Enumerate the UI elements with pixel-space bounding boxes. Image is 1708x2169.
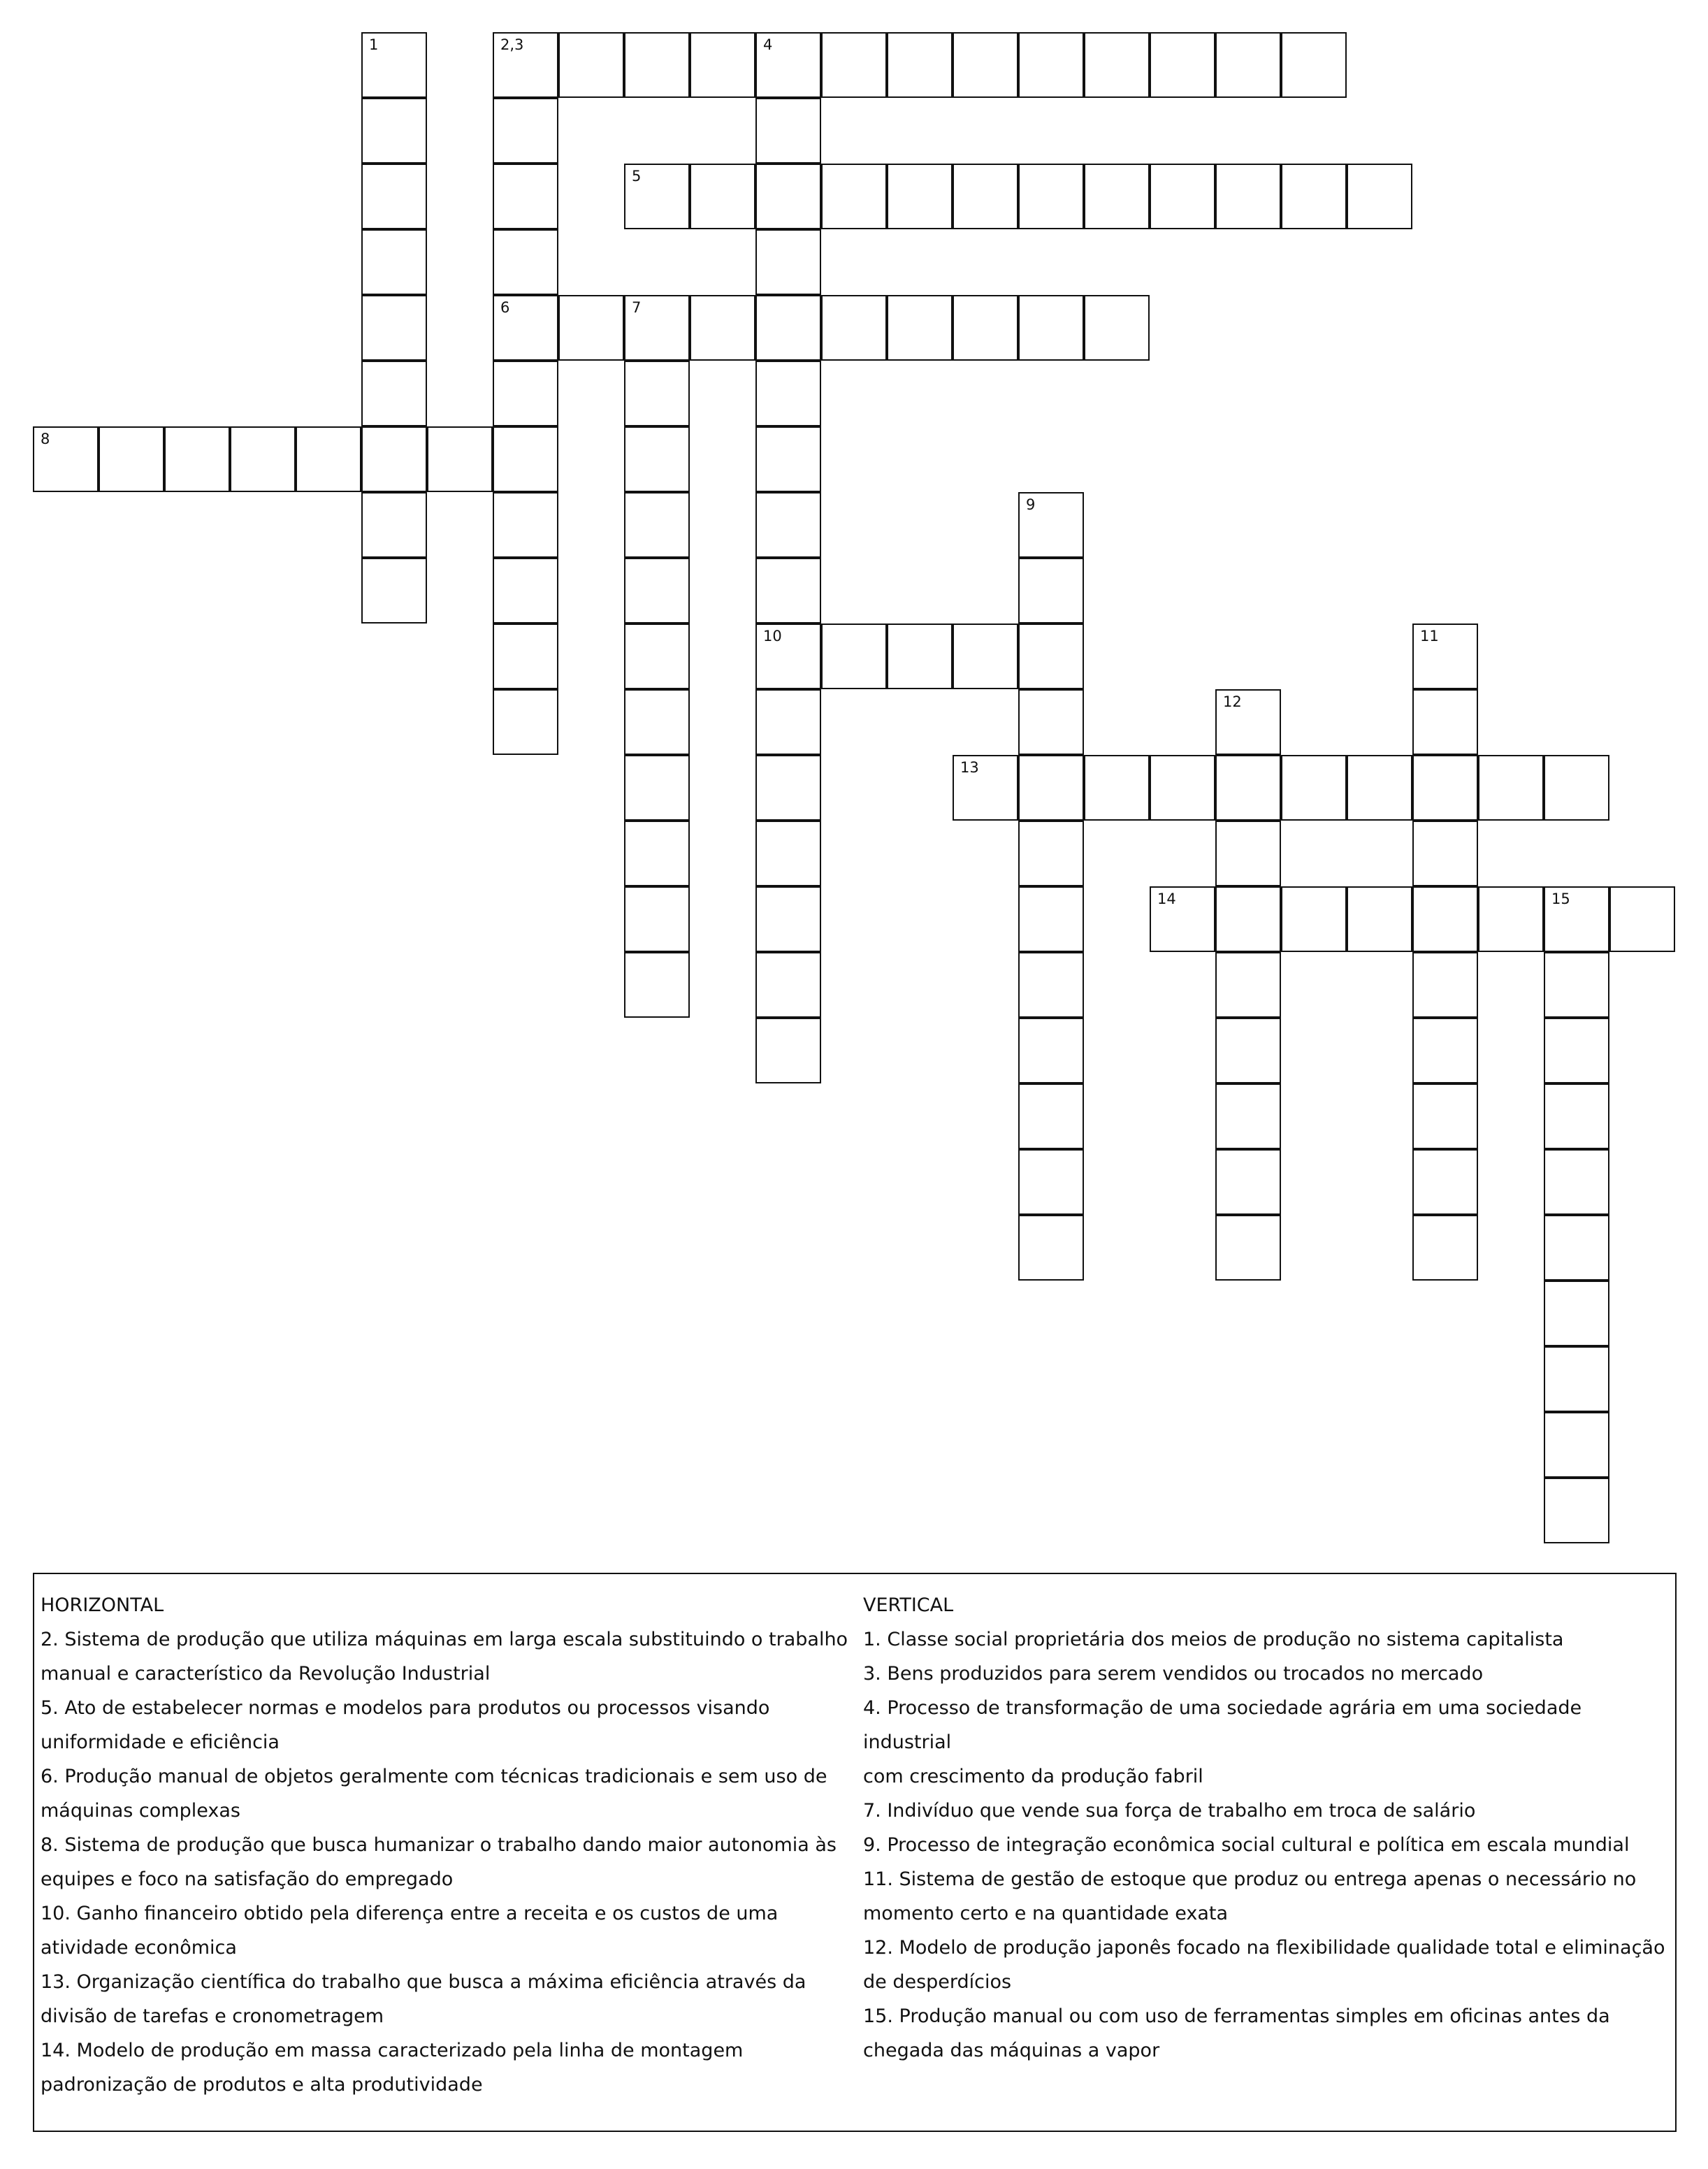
clue-line: chegada das máquinas a vapor	[863, 2040, 1160, 2061]
crossword-cell[interactable]	[1281, 164, 1347, 229]
crossword-cell[interactable]	[1544, 1412, 1609, 1478]
crossword-cell[interactable]	[624, 624, 690, 689]
clue-number: 15	[1551, 891, 1570, 907]
clue-line: de desperdícios	[863, 1971, 1012, 1993]
crossword-cell[interactable]	[1215, 952, 1281, 1018]
crossword-cell[interactable]	[1084, 295, 1150, 361]
crossword-cell[interactable]	[361, 492, 427, 558]
crossword-cell[interactable]	[1412, 1215, 1478, 1281]
clue-line: 12. Modelo de produção japonês focado na flexibilidade qualidade total e eliminação	[863, 1937, 1665, 1959]
crossword-cell[interactable]	[1018, 32, 1084, 98]
clue-number: 12	[1223, 693, 1242, 710]
clue-line: momento certo e na quantidade exata	[863, 1903, 1229, 1924]
crossword-cell[interactable]	[953, 164, 1018, 229]
crossword-cell[interactable]	[1544, 886, 1609, 952]
clue-number: 6	[500, 299, 510, 316]
crossword-cell[interactable]	[1215, 1149, 1281, 1215]
crossword-cell[interactable]	[1018, 1083, 1084, 1149]
crossword-cell[interactable]	[33, 426, 99, 492]
crossword-cell[interactable]	[690, 295, 755, 361]
crossword-cell[interactable]	[624, 361, 690, 426]
crossword-cell[interactable]	[1412, 689, 1478, 755]
crossword-cell[interactable]	[821, 32, 887, 98]
clue-number: 14	[1157, 891, 1176, 907]
crossword-cell[interactable]	[690, 164, 755, 229]
crossword-cell[interactable]	[361, 426, 427, 492]
crossword-cell[interactable]	[755, 164, 821, 229]
clue-line: 5. Ato de estabelecer normas e modelos para produtos ou processos visando	[41, 1697, 770, 1719]
crossword-cell[interactable]	[1150, 886, 1215, 952]
clue-line: 11. Sistema de gestão de estoque que produz ou entrega apenas o necessário no	[863, 1868, 1637, 1890]
crossword-cell[interactable]	[755, 98, 821, 164]
crossword-cell[interactable]	[1412, 952, 1478, 1018]
crossword-cell[interactable]	[624, 952, 690, 1018]
crossword-cell[interactable]	[1018, 952, 1084, 1018]
crossword-cell[interactable]	[624, 689, 690, 755]
crossword-cell[interactable]	[558, 32, 624, 98]
crossword-cell[interactable]	[493, 624, 558, 689]
crossword-cell[interactable]	[1544, 952, 1609, 1018]
clue-line: uniformidade e eficiência	[41, 1731, 280, 1753]
clue-number: 11	[1420, 628, 1439, 644]
crossword-cell[interactable]	[1215, 164, 1281, 229]
crossword-cell[interactable]	[624, 821, 690, 886]
crossword-cell[interactable]	[624, 886, 690, 952]
crossword-cell[interactable]	[493, 295, 558, 361]
crossword-cell[interactable]	[1215, 755, 1281, 821]
crossword-cell[interactable]	[821, 295, 887, 361]
crossword-cell[interactable]	[1544, 1149, 1609, 1215]
crossword-cell[interactable]	[1084, 755, 1150, 821]
crossword-cell[interactable]	[755, 229, 821, 295]
crossword-cell[interactable]	[1347, 755, 1412, 821]
crossword-cell[interactable]	[624, 558, 690, 624]
clue-line: atividade econômica	[41, 1937, 237, 1959]
crossword-cell[interactable]	[1478, 755, 1544, 821]
crossword-cell[interactable]	[887, 295, 953, 361]
crossword-cell[interactable]	[493, 361, 558, 426]
crossword-cell[interactable]	[624, 426, 690, 492]
crossword-cell[interactable]	[1215, 1215, 1281, 1281]
crossword-cell[interactable]	[1609, 886, 1675, 952]
clue-line: 10. Ganho financeiro obtido pela diferença entre a receita e os custos de uma	[41, 1903, 779, 1924]
crossword-cell[interactable]	[755, 1018, 821, 1083]
crossword-cell[interactable]	[361, 164, 427, 229]
horizontal-clue-list	[41, 1622, 851, 2102]
crossword-cell[interactable]	[953, 755, 1018, 821]
crossword-cell[interactable]	[755, 821, 821, 886]
crossword-cell[interactable]	[1544, 1018, 1609, 1083]
crossword-cell[interactable]	[361, 98, 427, 164]
crossword-cell[interactable]	[1347, 164, 1412, 229]
crossword-cell[interactable]	[1412, 886, 1478, 952]
clue-line: 3. Bens produzidos para serem vendidos ou trocados no mercado	[863, 1663, 1484, 1685]
crossword-cell[interactable]	[1084, 32, 1150, 98]
clue-line: máquinas complexas	[41, 1800, 240, 1822]
clue-line: 9. Processo de integração econômica social cultural e política em escala mundial	[863, 1834, 1630, 1856]
crossword-cell[interactable]	[1215, 1083, 1281, 1149]
crossword-cell[interactable]	[230, 426, 296, 492]
clue-number: 8	[41, 431, 50, 447]
crossword-cell[interactable]	[493, 229, 558, 295]
crossword-cell[interactable]	[427, 426, 493, 492]
crossword-cell[interactable]	[755, 755, 821, 821]
crossword-cell[interactable]	[361, 361, 427, 426]
crossword-cell[interactable]	[493, 164, 558, 229]
crossword-cell[interactable]	[1018, 689, 1084, 755]
crossword-cell[interactable]	[755, 558, 821, 624]
clue-line: 6. Produção manual de objetos geralmente com técnicas tradicionais e sem uso de	[41, 1766, 827, 1787]
crossword-cell[interactable]	[624, 295, 690, 361]
clue-number: 9	[1026, 496, 1036, 513]
crossword-cell[interactable]	[361, 295, 427, 361]
vertical-header: VERTICAL	[863, 1594, 954, 1616]
crossword-cell[interactable]	[1084, 164, 1150, 229]
crossword-cell[interactable]	[1281, 32, 1347, 98]
crossword-cell[interactable]	[1018, 295, 1084, 361]
crossword-cell[interactable]	[1412, 624, 1478, 689]
crossword-cell[interactable]	[755, 32, 821, 98]
crossword-cell[interactable]	[624, 492, 690, 558]
crossword-cell[interactable]	[361, 558, 427, 624]
crossword-cell[interactable]	[1215, 1018, 1281, 1083]
crossword-cell[interactable]	[821, 164, 887, 229]
clue-number: 4	[763, 36, 773, 53]
crossword-cell[interactable]	[953, 32, 1018, 98]
clue-number: 7	[632, 299, 642, 316]
crossword-cell[interactable]	[1018, 1149, 1084, 1215]
crossword-cell[interactable]	[493, 558, 558, 624]
crossword-cell[interactable]	[1150, 164, 1215, 229]
crossword-cell[interactable]	[1544, 1215, 1609, 1281]
horizontal-header: HORIZONTAL	[41, 1594, 164, 1616]
crossword-cell[interactable]	[755, 689, 821, 755]
crossword-cell[interactable]	[1412, 1149, 1478, 1215]
clue-number: 2,3	[500, 36, 524, 53]
crossword-cell[interactable]	[953, 624, 1018, 689]
crossword-cell[interactable]	[755, 295, 821, 361]
crossword-cell[interactable]	[1150, 32, 1215, 98]
crossword-cell[interactable]	[1544, 1281, 1609, 1346]
crossword-cell[interactable]	[1281, 755, 1347, 821]
crossword-cell[interactable]	[1215, 886, 1281, 952]
crossword-cell[interactable]	[821, 624, 887, 689]
crossword-cell[interactable]	[296, 426, 361, 492]
crossword-cell[interactable]	[1018, 492, 1084, 558]
crossword-cell[interactable]	[690, 32, 755, 98]
crossword-cell[interactable]	[1018, 624, 1084, 689]
vertical-clue-list	[863, 1622, 1674, 2068]
clue-line: com crescimento da produção fabril	[863, 1766, 1203, 1787]
clue-line: 15. Produção manual ou com uso de ferramentas simples em oficinas antes da	[863, 2005, 1610, 2027]
crossword-cell[interactable]	[1544, 1083, 1609, 1149]
crossword-cell[interactable]	[887, 164, 953, 229]
crossword-cell[interactable]	[1018, 1215, 1084, 1281]
crossword-cell[interactable]	[493, 426, 558, 492]
crossword-cell[interactable]	[755, 886, 821, 952]
crossword-cell[interactable]	[1544, 1478, 1609, 1543]
crossword-cell[interactable]	[755, 492, 821, 558]
crossword-cell[interactable]	[1018, 755, 1084, 821]
crossword-cell[interactable]	[361, 32, 427, 98]
clue-line: 8. Sistema de produção que busca humanizar o trabalho dando maior autonomia às	[41, 1834, 837, 1856]
crossword-cell[interactable]	[755, 361, 821, 426]
crossword-cell[interactable]	[624, 755, 690, 821]
crossword-cell[interactable]	[1347, 886, 1412, 952]
crossword-cell[interactable]	[1018, 1018, 1084, 1083]
crossword-cell[interactable]	[755, 952, 821, 1018]
crossword-cell[interactable]	[1412, 1083, 1478, 1149]
crossword-cell[interactable]	[1018, 821, 1084, 886]
crossword-cell[interactable]	[164, 426, 230, 492]
clue-line: 2. Sistema de produção que utiliza máquinas em larga escala substituindo o trabalho	[41, 1629, 848, 1650]
clue-line: padronização de produtos e alta produtividade	[41, 2074, 483, 2096]
crossword-cell[interactable]	[558, 295, 624, 361]
crossword-cell[interactable]	[1215, 821, 1281, 886]
crossword-cell[interactable]	[493, 492, 558, 558]
vertical-clues	[863, 1588, 1674, 2068]
crossword-cell[interactable]	[1412, 755, 1478, 821]
crossword-cell[interactable]	[1215, 32, 1281, 98]
crossword-cell[interactable]	[887, 624, 953, 689]
clue-line: 13. Organização científica do trabalho que busca a máxima eficiência através da	[41, 1971, 806, 1993]
crossword-cell[interactable]	[1018, 558, 1084, 624]
clue-number: 10	[763, 628, 782, 644]
clue-line: 7. Indivíduo que vende sua força de trabalho em troca de salário	[863, 1800, 1476, 1822]
crossword-cell[interactable]	[493, 98, 558, 164]
crossword-cell[interactable]	[624, 164, 690, 229]
crossword-cell[interactable]	[953, 295, 1018, 361]
clue-line: 14. Modelo de produção em massa caracterizado pela linha de montagem	[41, 2040, 744, 2061]
crossword-cell[interactable]	[1412, 821, 1478, 886]
horizontal-clues	[41, 1588, 851, 2102]
crossword-cell[interactable]	[1281, 886, 1347, 952]
crossword-cell[interactable]	[493, 689, 558, 755]
crossword-cell[interactable]	[493, 32, 558, 98]
clue-line: manual e característico da Revolução Industrial	[41, 1663, 491, 1685]
crossword-cell[interactable]	[755, 426, 821, 492]
clue-line: 4. Processo de transformação de uma sociedade agrária em uma sociedade industrial	[863, 1697, 1582, 1753]
crossword-cell[interactable]	[1544, 755, 1609, 821]
crossword-cell[interactable]	[99, 426, 164, 492]
clue-number: 5	[632, 168, 642, 185]
crossword-cell[interactable]	[1215, 689, 1281, 755]
crossword-cell[interactable]	[1478, 886, 1544, 952]
crossword-cell[interactable]	[1544, 1346, 1609, 1412]
crossword-cell[interactable]	[1412, 1018, 1478, 1083]
clue-number: 1	[369, 36, 379, 53]
crossword-cell[interactable]	[361, 229, 427, 295]
crossword-cell[interactable]	[755, 624, 821, 689]
crossword-cell[interactable]	[887, 32, 953, 98]
crossword-cell[interactable]	[1018, 164, 1084, 229]
crossword-cell[interactable]	[1150, 755, 1215, 821]
clues-box	[33, 1573, 1677, 2132]
clue-line: divisão de tarefas e cronometragem	[41, 2005, 384, 2027]
crossword-cell[interactable]	[624, 32, 690, 98]
clue-line: 1. Classe social proprietária dos meios de produção no sistema capitalista	[863, 1629, 1564, 1650]
clue-line: equipes e foco na satisfação do empregado	[41, 1868, 454, 1890]
crossword-cell[interactable]	[1018, 886, 1084, 952]
clue-number: 13	[960, 759, 979, 776]
